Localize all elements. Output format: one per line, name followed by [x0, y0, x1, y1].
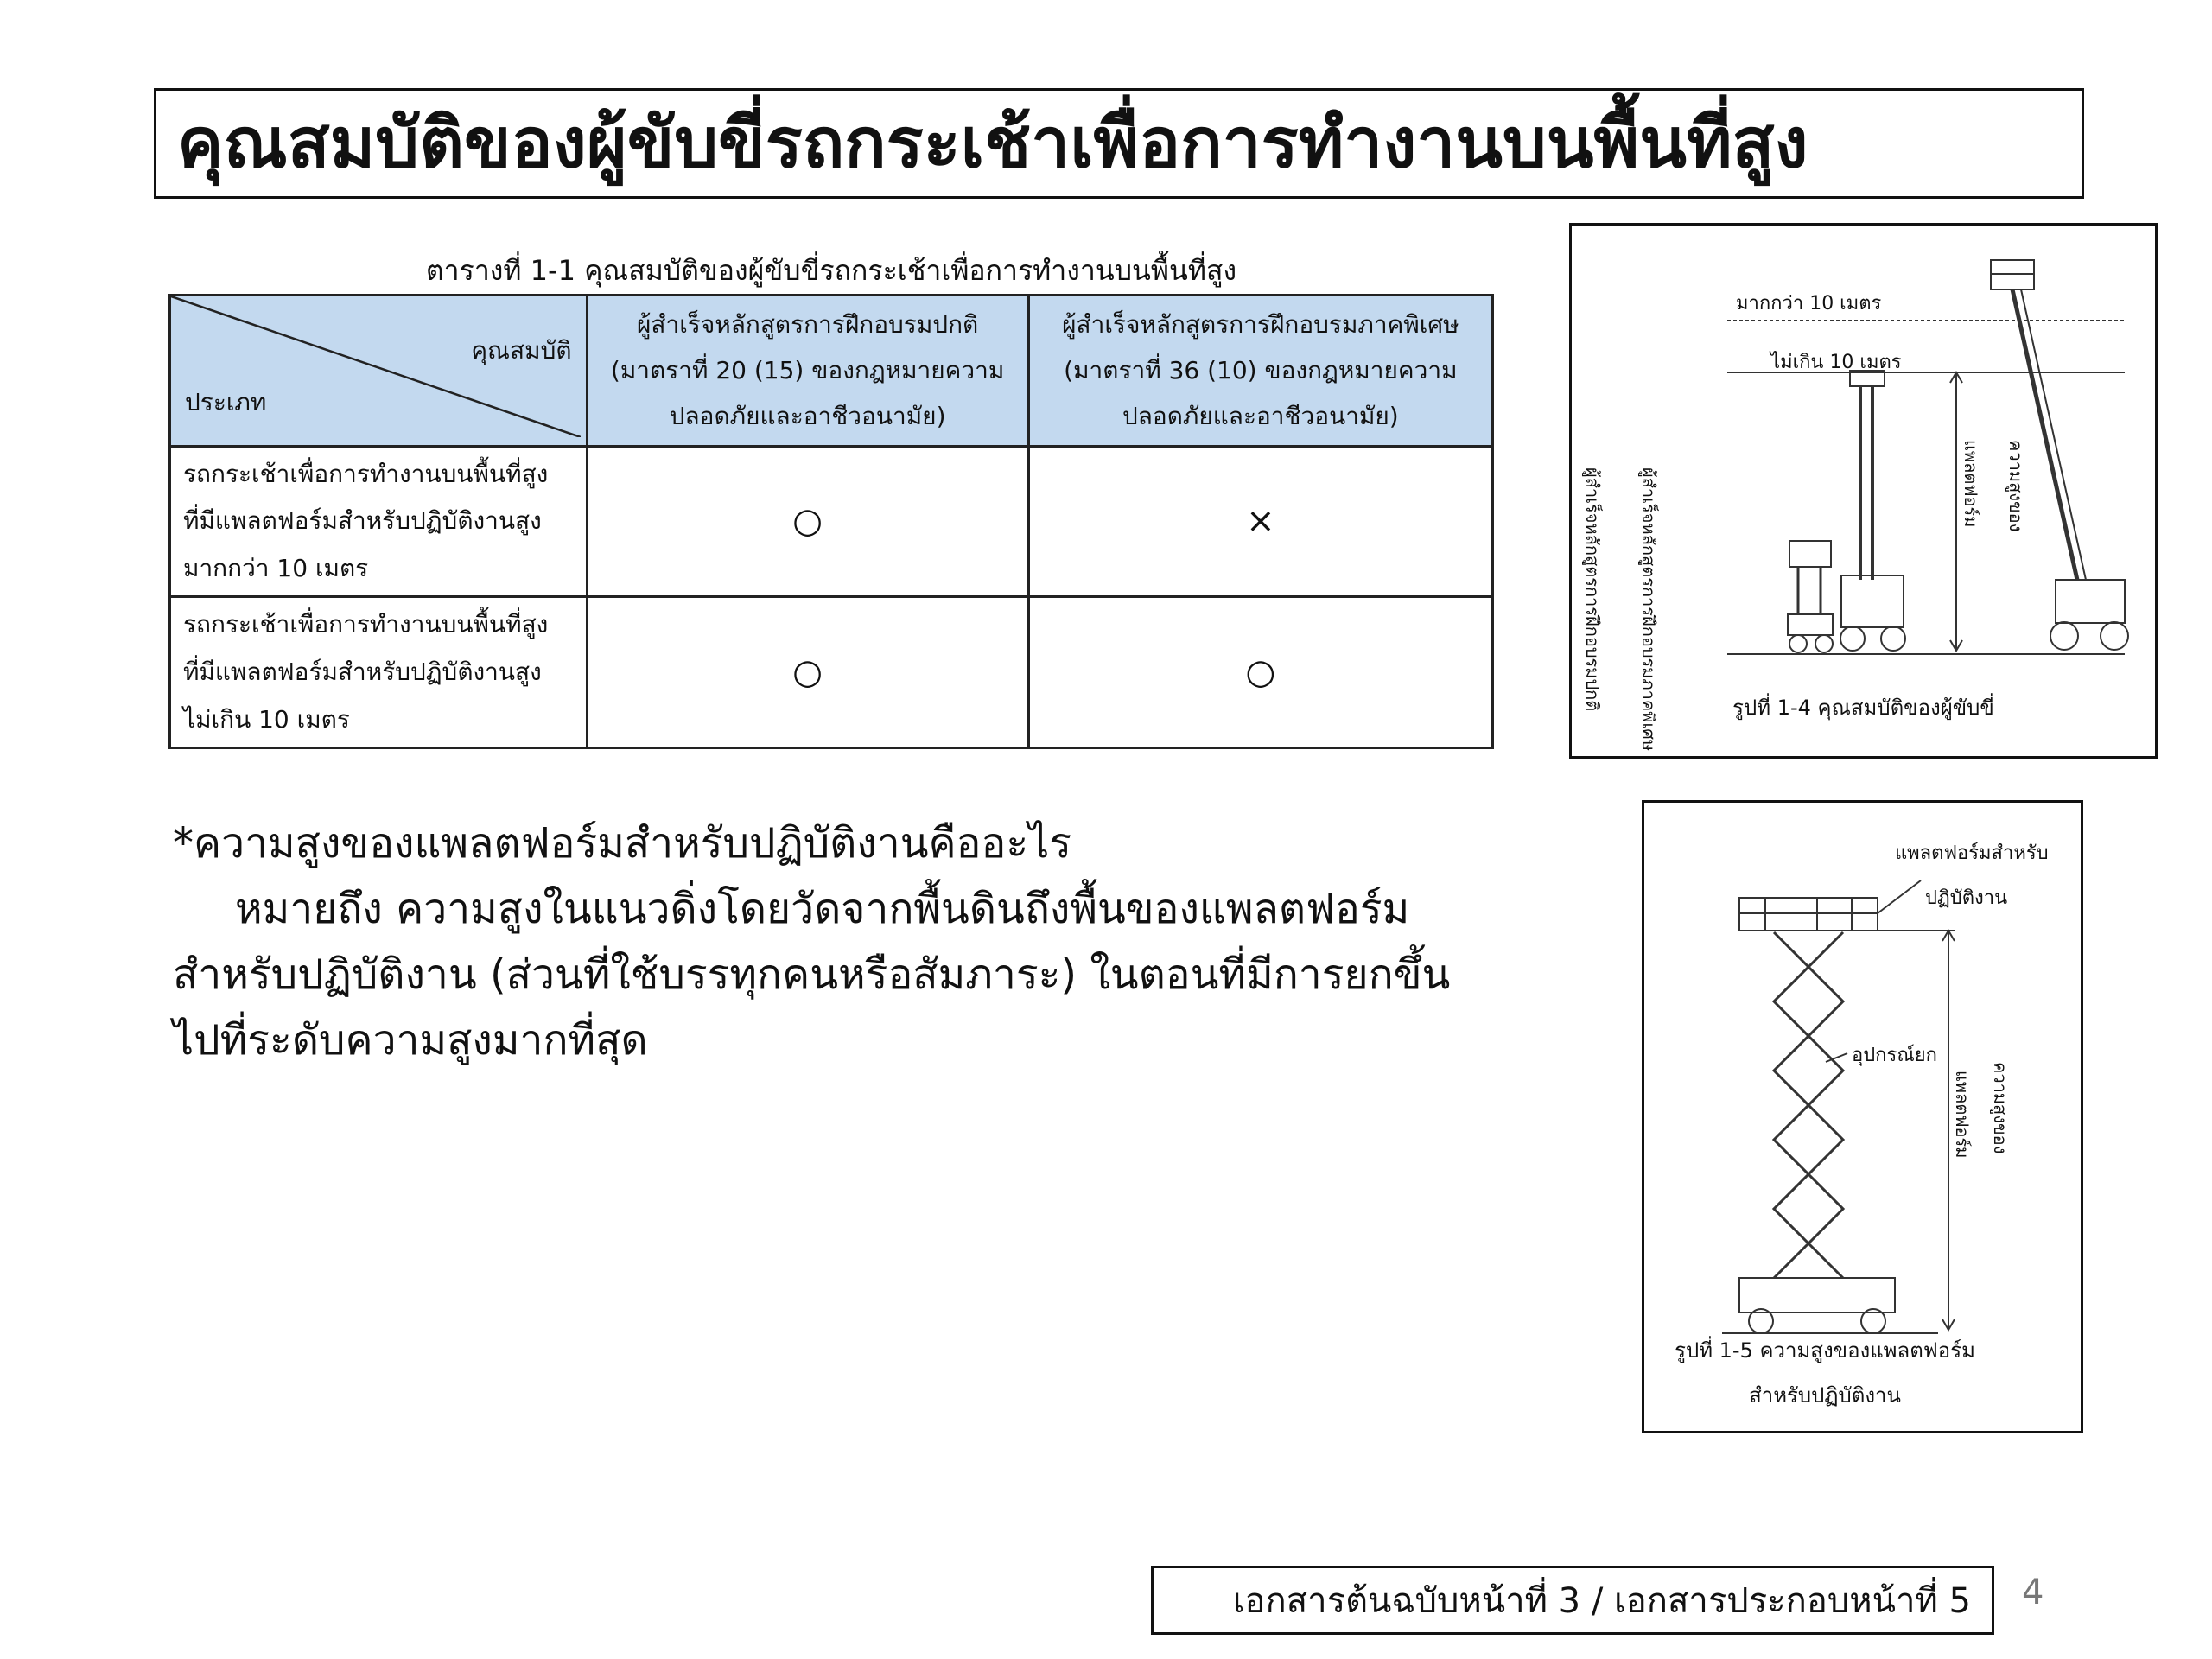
label-up-to-10m: ไม่เกิน 10 เมตร	[1770, 352, 1902, 373]
vlabel-special-training: ผู้สำเร็จหลักสูตรการฝึกอบรมภาคพิเศษ	[1638, 467, 1659, 752]
definition-heading: *ความสูงของแพลตฟอร์มสำหรับปฏิบัติงานคืออะไร	[173, 819, 1072, 868]
row-label-over-10m: รถกระเช้าเพื่อการทำงานบนพื้นที่สูง ที่มีแพลตฟอร์มสำหรับปฏิบัติงานสูง มากกว่า 10 เมตร	[170, 446, 588, 597]
page-number: 4	[2022, 1573, 2044, 1612]
vlabel-height-of: ความสูงของ	[1990, 1062, 2011, 1154]
mark-cross: ×	[1028, 446, 1492, 597]
mark-circle: ○	[587, 446, 1028, 597]
table-row	[170, 446, 1493, 597]
table-corner-cell	[170, 296, 588, 447]
column-header-regular-training: ผู้สำเร็จหลักสูตรการฝึกอบรมปกติ (มาตราที่ 20 (15) ของกฎหมายความ ปลอดภัยและอาชีวอนามัย)	[587, 296, 1028, 447]
definition-line-3: ไปที่ระดับความสูงมากที่สุด	[173, 1016, 648, 1065]
corner-label-type: ประเภท	[185, 388, 267, 417]
table-caption: ตารางที่ 1-1 คุณสมบัติของผู้ขับขี่รถกระเช้าเพื่อการทำงานบนพื้นที่สูง	[425, 254, 1237, 287]
definition-line-1: หมายถึง ความสูงในแนวดิ่งโดยวัดจากพื้นดินถึงพื้นของแพลตฟอร์ม	[235, 885, 1410, 933]
footer-reference-box	[1151, 1566, 1994, 1635]
mark-circle: ○	[1028, 597, 1492, 748]
column-header-special-training: ผู้สำเร็จหลักสูตรการฝึกอบรมภาคพิเศษ (มาตราที่ 36 (10) ของกฎหมายความ ปลอดภัยและอาชีวอนามัย)	[1028, 296, 1492, 447]
table-row	[170, 597, 1493, 748]
vlabel-regular-training: ผู้สำเร็จหลักสูตรการฝึกอบรมปกติ	[1582, 467, 1603, 712]
vlabel-platform: แพลตฟอร์ม	[1952, 1071, 1973, 1159]
figure2-caption-line-2: สำหรับปฏิบัติงาน	[1749, 1383, 1901, 1408]
figure1-caption: รูปที่ 1-4 คุณสมบัติของผู้ขับขี่	[1732, 696, 1994, 720]
vlabel-height-of: ความสูงของ	[2005, 440, 2026, 532]
label-lift-device: อุปกรณ์ยก	[1852, 1045, 1937, 1066]
definition-line-2: สำหรับปฏิบัติงาน (ส่วนที่ใช้บรรทุกคนหรือสัมภาระ) ในตอนที่มีการยกขึ้น	[173, 950, 1451, 999]
qualification-table	[168, 294, 1494, 749]
label-platform-line-1: แพลตฟอร์มสำหรับ	[1895, 842, 2049, 864]
definition-text	[173, 810, 1624, 1073]
figure-operator-qualification	[1569, 223, 2158, 759]
label-platform-line-2: ปฏิบัติงาน	[1925, 887, 2008, 909]
vlabel-platform: แพลตฟอร์ม	[1961, 440, 1981, 528]
figure-scissor-lift	[1642, 800, 2083, 1433]
table-header-row	[170, 296, 1493, 447]
footer-reference: เอกสารต้นฉบับหน้าที่ 3 / เอกสารประกอบหน้าที่ 5	[1232, 1581, 1971, 1621]
row-label-up-to-10m: รถกระเช้าเพื่อการทำงานบนพื้นที่สูง ที่มีแพลตฟอร์มสำหรับปฏิบัติงานสูง ไม่เกิน 10 เมตร	[170, 597, 588, 748]
figure2-caption-line-1: รูปที่ 1-5 ความสูงของแพลตฟอร์ม	[1675, 1338, 1975, 1363]
title-box	[154, 88, 2084, 199]
page-title: คุณสมบัติของผู้ขับขี่รถกระเช้าเพื่อการทำงานบนพื้นที่สูง	[177, 103, 1808, 183]
label-over-10m: มากกว่า 10 เมตร	[1736, 293, 1882, 315]
corner-label-qualification: คุณสมบัติ	[471, 336, 572, 365]
mark-circle: ○	[587, 597, 1028, 748]
